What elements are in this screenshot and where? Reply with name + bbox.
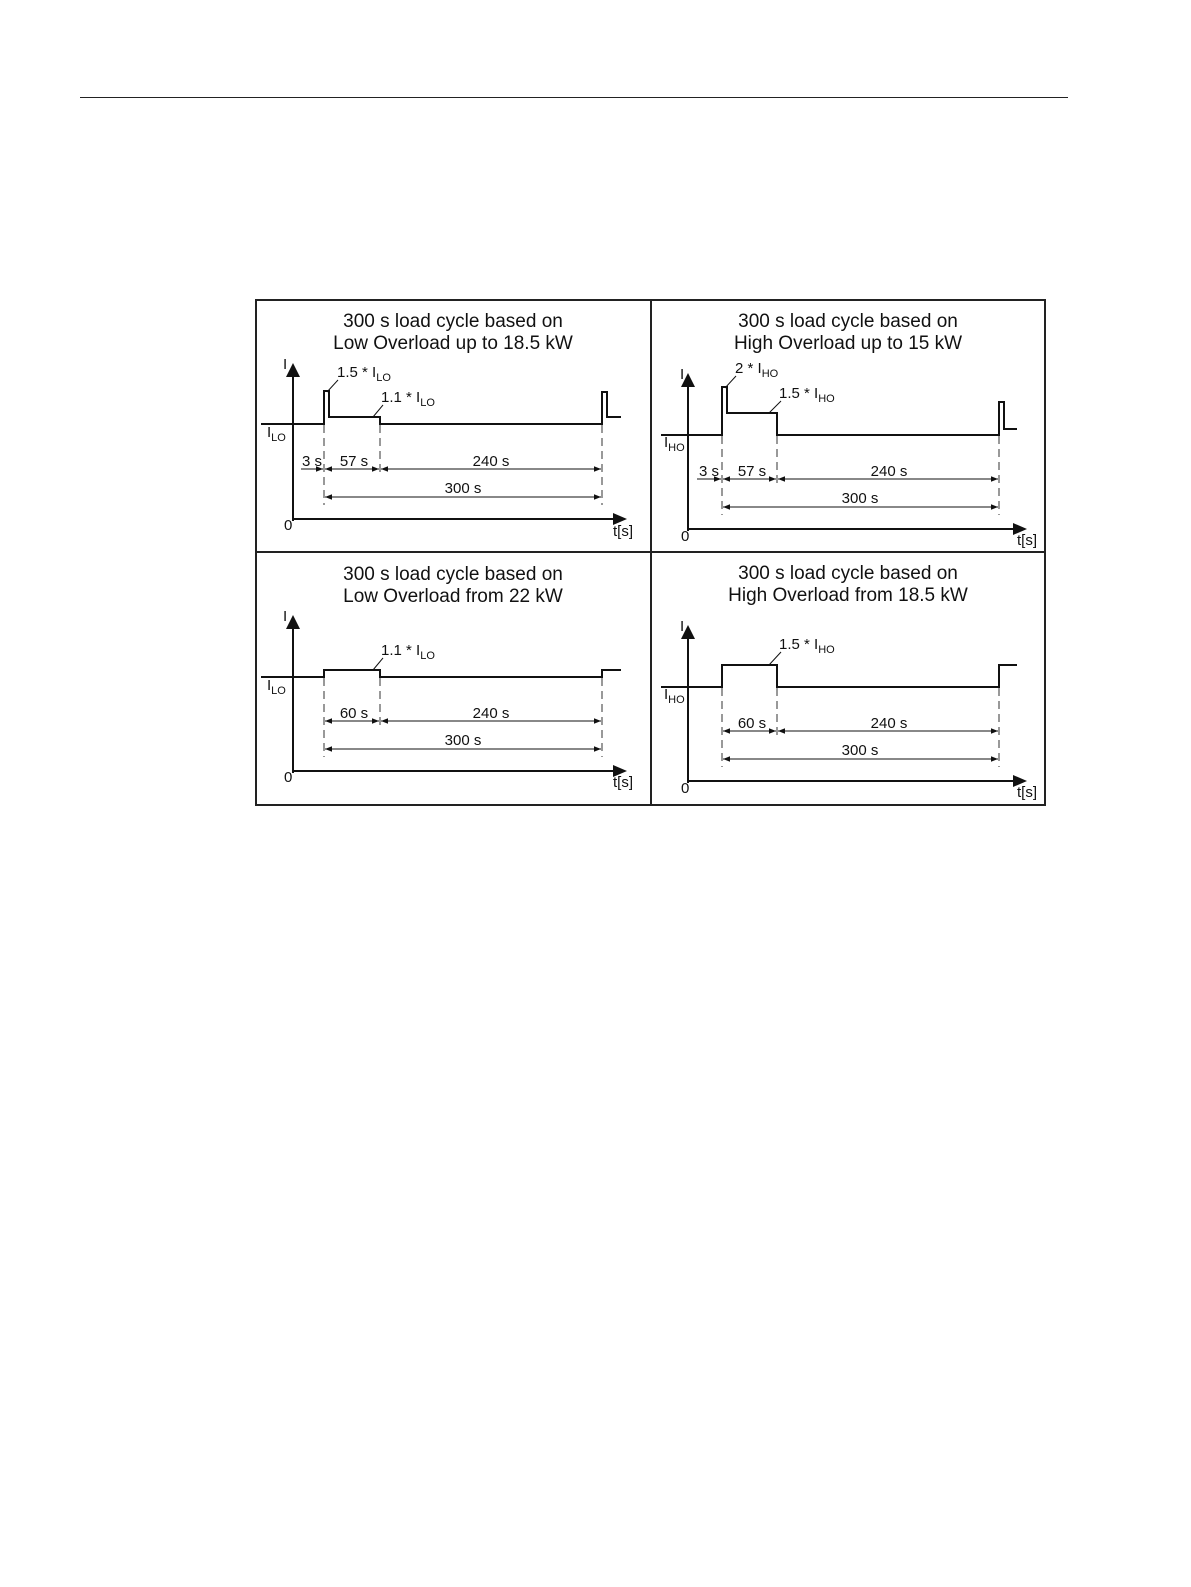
interval-label: 240 s xyxy=(472,705,510,722)
y-axis-label: I xyxy=(680,366,685,383)
y-axis-label: I xyxy=(283,608,288,625)
load-current-curve xyxy=(261,391,621,424)
step-current-label: $1.5 * I_{HO}$ xyxy=(779,385,835,405)
peak-leader-line xyxy=(725,376,736,388)
load-cycle-diagrams xyxy=(257,301,1044,804)
panel-title-line1: 300 s load cycle based on xyxy=(738,311,958,332)
panel-lo-from-22 xyxy=(261,564,633,791)
step-leader-line xyxy=(373,405,383,417)
load-cycle-figure xyxy=(255,299,1046,806)
step-leader-line xyxy=(373,658,383,670)
step-current-label: $1.1 * I_{LO}$ xyxy=(381,642,435,662)
load-current-curve xyxy=(661,387,1017,435)
panel-title-line2: Low Overload from 22 kW xyxy=(343,586,563,607)
peak-leader-line xyxy=(327,380,338,392)
y-axis-arrow xyxy=(286,363,300,377)
interval-label: 240 s xyxy=(472,453,510,470)
panel-title-line1: 300 s load cycle based on xyxy=(738,563,958,584)
origin-label: 0 xyxy=(284,517,293,534)
panel-ho-from-18-5 xyxy=(661,563,1037,801)
y-axis-label: I xyxy=(680,618,685,635)
total-interval-label: 300 s xyxy=(841,742,879,759)
panel-title-line1: 300 s load cycle based on xyxy=(343,564,563,585)
interval-label: 240 s xyxy=(870,715,908,732)
base-current-label: $I_{LO}$ xyxy=(267,424,286,444)
interval-label: 60 s xyxy=(339,705,369,722)
panel-title-line1: 300 s load cycle based on xyxy=(343,311,563,332)
step-leader-line xyxy=(769,652,781,665)
base-current-label: $I_{LO}$ xyxy=(267,677,286,697)
interval-label: 60 s xyxy=(737,715,767,732)
panel-title-line2: Low Overload up to 18.5 kW xyxy=(333,333,573,354)
interval-label: 3 s xyxy=(698,463,720,480)
x-axis-label: t[s] xyxy=(613,774,634,791)
peak-current-label: $1.5 * I_{LO}$ xyxy=(337,364,391,384)
peak-current-label: $2 * I_{HO}$ xyxy=(735,360,779,380)
panel-lo-up-to-18-5 xyxy=(261,311,633,540)
total-interval-label: 300 s xyxy=(444,480,482,497)
step-current-label: $1.1 * I_{LO}$ xyxy=(381,389,435,409)
load-current-curve xyxy=(661,665,1017,687)
x-axis-label: t[s] xyxy=(1017,532,1038,549)
base-current-label: $I_{HO}$ xyxy=(664,434,685,454)
header-rule xyxy=(80,97,1068,98)
y-axis-arrow xyxy=(286,615,300,629)
panel-ho-up-to-15 xyxy=(661,311,1037,549)
x-axis-label: t[s] xyxy=(1017,784,1038,801)
origin-label: 0 xyxy=(681,780,690,797)
step-current-label: $1.5 * I_{HO}$ xyxy=(779,636,835,656)
interval-label: 240 s xyxy=(870,463,908,480)
interval-label: 3 s xyxy=(301,453,323,470)
origin-label: 0 xyxy=(284,769,293,786)
interval-label: 57 s xyxy=(737,463,767,480)
load-current-curve xyxy=(261,670,621,677)
interval-label: 57 s xyxy=(339,453,369,470)
panel-title-line2: High Overload up to 15 kW xyxy=(733,333,963,354)
origin-label: 0 xyxy=(681,528,690,545)
panel-title-line2: High Overload from 18.5 kW xyxy=(728,585,968,606)
step-leader-line xyxy=(769,401,781,413)
total-interval-label: 300 s xyxy=(444,732,482,749)
total-interval-label: 300 s xyxy=(841,490,879,507)
x-axis-label: t[s] xyxy=(613,523,634,540)
base-current-label: $I_{HO}$ xyxy=(664,686,685,706)
y-axis-label: I xyxy=(283,356,288,373)
